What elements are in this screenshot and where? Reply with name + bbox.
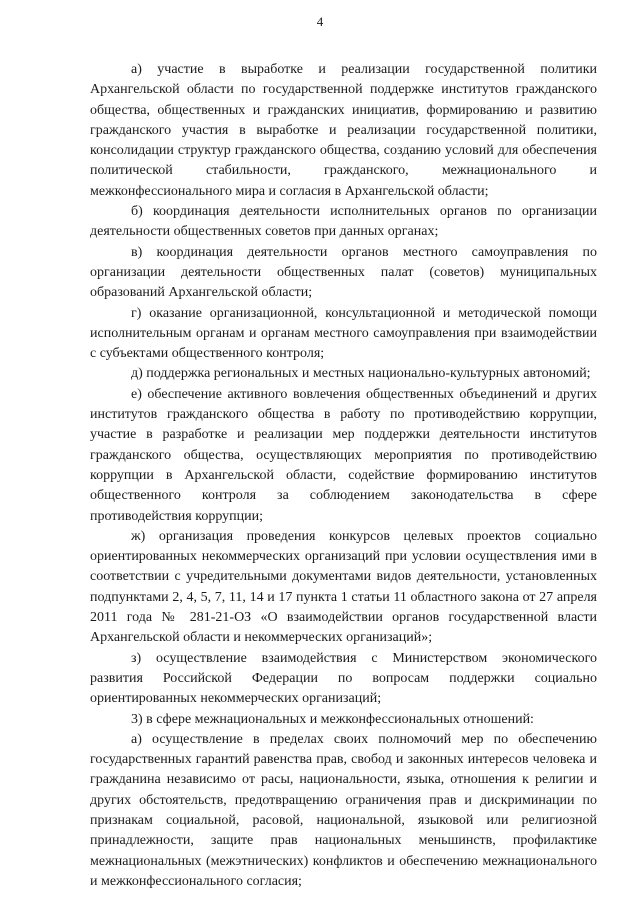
paragraph-2b-public-councils: б) координация деятельности исполнительных органов по организации деятельности общественных советов при данных органах; <box>90 204 597 240</box>
paragraph-3a-equal-rights: а) осуществление в пределах своих полномочий мер по обеспечению государственных гарантий равенства прав, свобод и законных интересов человека и гражданина независимо от расы, национальности, языка, отношения к религии и других обстоятельств, предотвращению ограничения прав и дискриминации по признакам социальной, расовой, национальной, языковой или религиозной принадлежности, защите прав национальных меньшинств, профилактике межнациональных (межэтнических) конфликтов и обеспечению межнационального и межконфессионального согласия; <box>90 731 597 889</box>
section-3-heading: 3) в сфере межнациональных и межконфессиональных отношений: <box>131 711 534 727</box>
document-body <box>90 60 597 892</box>
page-number: 4 <box>316 14 324 29</box>
paragraph-2g-methodical-assistance: г) оказание организационной, консультационной и методической помощи исполнительным органам и органам местного самоуправления при взаимодействии с субъектами общественного контроля; <box>90 305 597 362</box>
paragraph-2a-public-policy: а) участие в выработке и реализации государственной политики Архангельской области по государственной поддержке институтов гражданского общества, общественных и гражданских инициатив, формированию и развитию гражданского участия в выработке и реализации государственной политики, консолидации структур гражданского общества, созданию условий для обеспечения политической стабильности, гражданского, межнационального и межконфессионального мира и согласия в Архангельской области; <box>90 62 597 199</box>
paragraph-2e-anti-corruption: е) обеспечение активного вовлечения общественных объединений и других институтов гражданского общества в работу по противодействию коррупции, участие в разработке и реализации мер поддержки деятельности институтов гражданского общества, осуществляющих мероприятия по противодействию коррупции в Архангельской области, содействие формированию институтов общественного контроля за соблюдением законодательства в сфере противодействия коррупции; <box>90 386 597 524</box>
paragraph-2zh-grant-contests: ж) организация проведения конкурсов целевых проектов социально ориентированных некоммерческих организаций при условии осуществления ими в соответствии с учредительными документами видов деятельности, установленных подпунктами 2, 4, 5, 7, 11, 14 и 17 пункта 1 статьи 11 областного закона от 27 апреля 2011 года № 281-21-ОЗ «О взаимодействии органов государственной власти Архангельской области и некоммерческих организаций»; <box>90 528 597 646</box>
paragraph-2v-municipal-chambers: в) координация деятельности органов местного самоуправления по организации деятельности общественных палат (советов) муниципальных образований Архангельской области; <box>90 244 597 301</box>
paragraph-2z-ministry-interaction: з) осуществление взаимодействия с Министерством экономического развития Российской Федерации по вопросам поддержки социально ориентированных некоммерческих организаций; <box>90 650 597 707</box>
paragraph-2d-cultural-autonomies: д) поддержка региональных и местных национально-культурных автономий; <box>131 366 591 382</box>
